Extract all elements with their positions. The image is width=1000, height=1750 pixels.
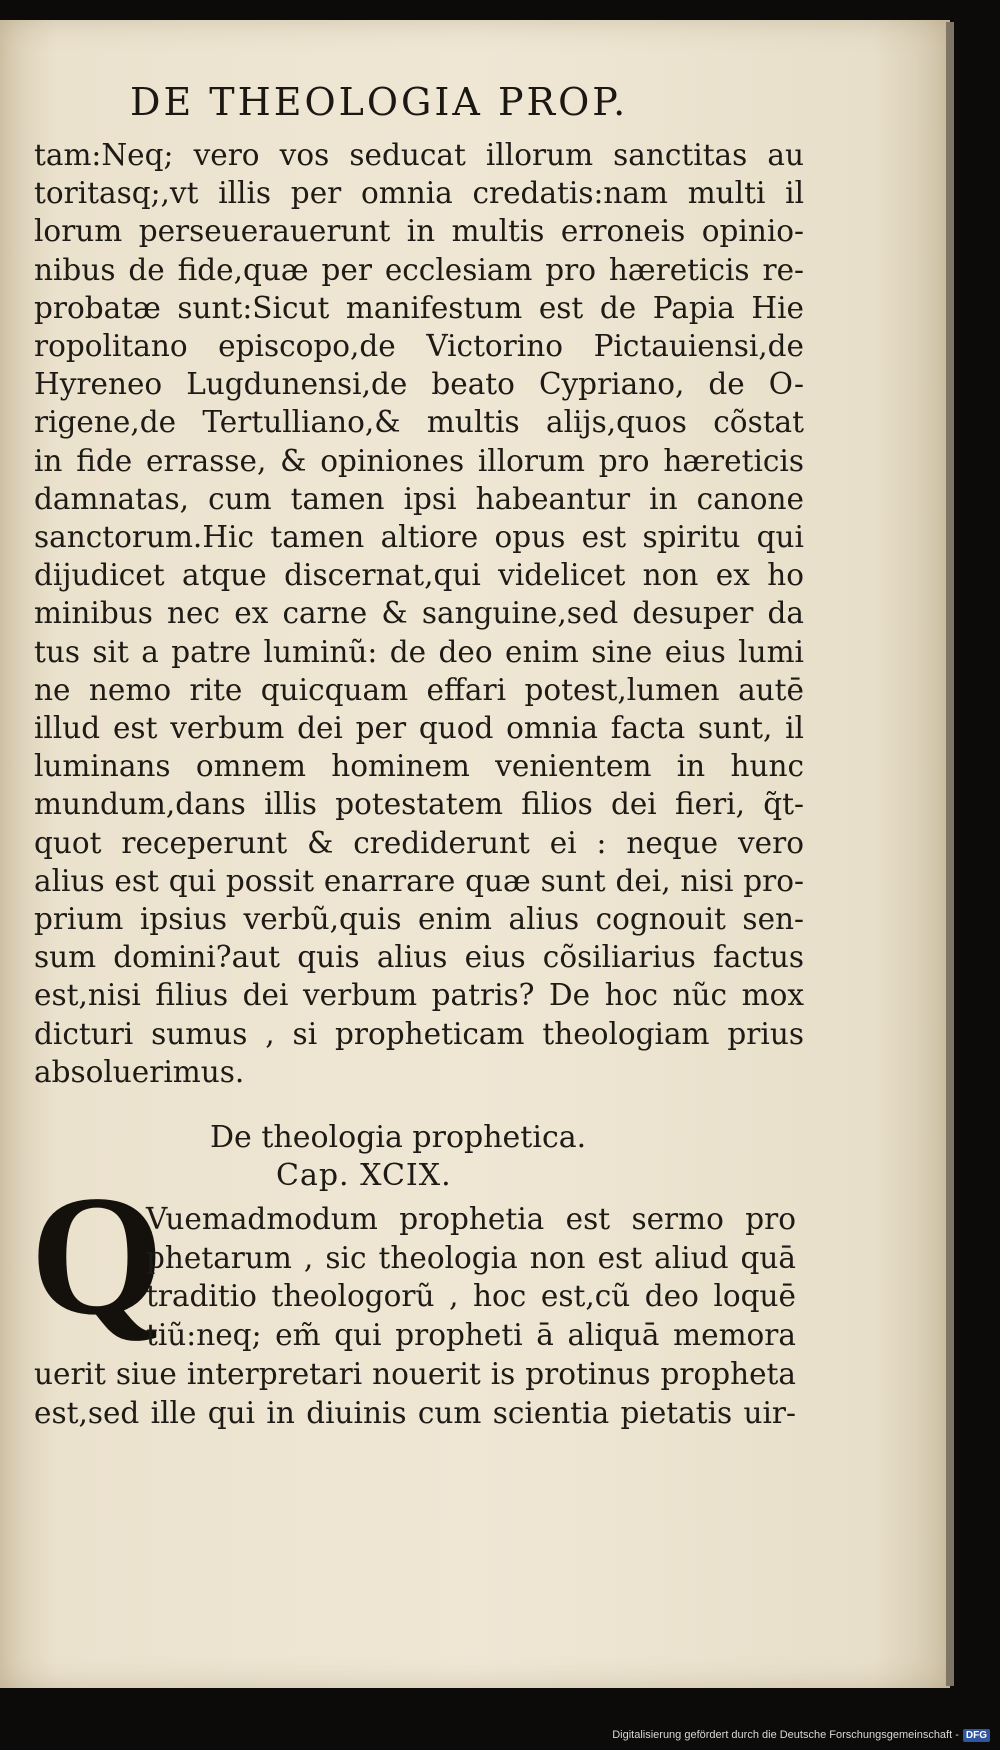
text-line: prium ipsius verbũ,quis enim alius cognouit sen-: [34, 902, 804, 937]
text-line: minibus nec ex carne & sanguine,sed desuper da: [34, 596, 804, 631]
running-header: DE THEOLOGIA PROP.: [130, 80, 629, 124]
text-line: Vuemadmodum prophetia est sermo pro: [146, 1202, 796, 1236]
text-line: lorum perseuerauerunt in multis erroneis opinio-: [34, 214, 804, 249]
text-line: rigene,de Tertulliano,& multis alijs,quos cõstat: [34, 405, 804, 440]
text-line: tus sit a patre luminũ: de deo enim sine eius lumi: [34, 634, 804, 669]
text-line: traditio theologorũ , hoc est,cũ deo loquē: [146, 1279, 796, 1314]
text-line: ropolitano episcopo,de Victorino Pictauiensi,de: [34, 329, 804, 364]
chapter-text-full: [34, 1355, 796, 1432]
text-line: uerit siue interpretari nouerit is protinus propheta: [34, 1357, 796, 1391]
text-line: nibus de fide,quæ per ecclesiam pro hæreticis re-: [34, 252, 804, 287]
chapter-number: Cap. XCIX.: [276, 1158, 452, 1193]
text-line: toritasq;,vt illis per omnia credatis:nam multi il: [34, 176, 804, 211]
chapter-text-indented: [146, 1200, 796, 1354]
digitization-credit: [612, 1729, 990, 1742]
page-edge: [946, 22, 954, 1686]
text-line: est,sed ille qui in diuinis cum scientia pietatis uir-: [34, 1395, 796, 1430]
text-line: absoluerimus.: [34, 1054, 245, 1089]
text-line: est,nisi filius dei verbum patris? De hoc nũc mox: [34, 978, 804, 1013]
dfg-logo: DFG: [963, 1729, 990, 1742]
text-line: ne nemo rite quicquam effari potest,lumen autē: [34, 672, 804, 707]
text-line: tam:Neq; vero vos seducat illorum sanctitas au: [34, 138, 804, 172]
text-line: alius est qui possit enarrare quæ sunt dei, nisi pro-: [34, 863, 804, 898]
text-line: phetarum , sic theologia non est aliud quā: [146, 1240, 796, 1275]
text-line: damnatas, cum tamen ipsi habeantur in canone: [34, 481, 804, 516]
text-line: quot receperunt & crediderunt ei : neque vero: [34, 825, 804, 860]
credit-text: Digitalisierung gefördert durch die Deutsche Forschungsgemeinschaft -: [612, 1729, 959, 1741]
text-line: probatæ sunt:Sicut manifestum est de Papia Hie: [34, 290, 804, 325]
chapter-title: De theologia prophetica.: [210, 1120, 587, 1155]
text-line: luminans omnem hominem venientem in hunc: [34, 749, 804, 784]
text-line: dicturi sumus , si propheticam theologiam prius: [34, 1016, 804, 1051]
text-line: dijudicet atque discernat,qui videlicet non ex ho: [34, 558, 804, 593]
text-line: in fide errasse, & opiniones illorum pro hæreticis: [34, 443, 804, 478]
main-text-block: [34, 136, 804, 1091]
text-line: tiũ:neq; em̃ qui propheti ā aliquā memora: [146, 1317, 796, 1352]
text-line: mundum,dans illis potestatem filios dei fieri, q̃t-: [34, 787, 804, 822]
decorated-initial: Q: [30, 1161, 164, 1351]
text-line: Hyreneo Lugdunensi,de beato Cypriano, de O-: [34, 367, 804, 402]
text-line: sanctorum.Hic tamen altiore opus est spiritu qui: [34, 520, 804, 555]
text-line: illud est verbum dei per quod omnia facta sunt, il: [34, 711, 804, 746]
text-line: sum domini?aut quis alius eius cõsiliarius factus: [34, 940, 804, 975]
